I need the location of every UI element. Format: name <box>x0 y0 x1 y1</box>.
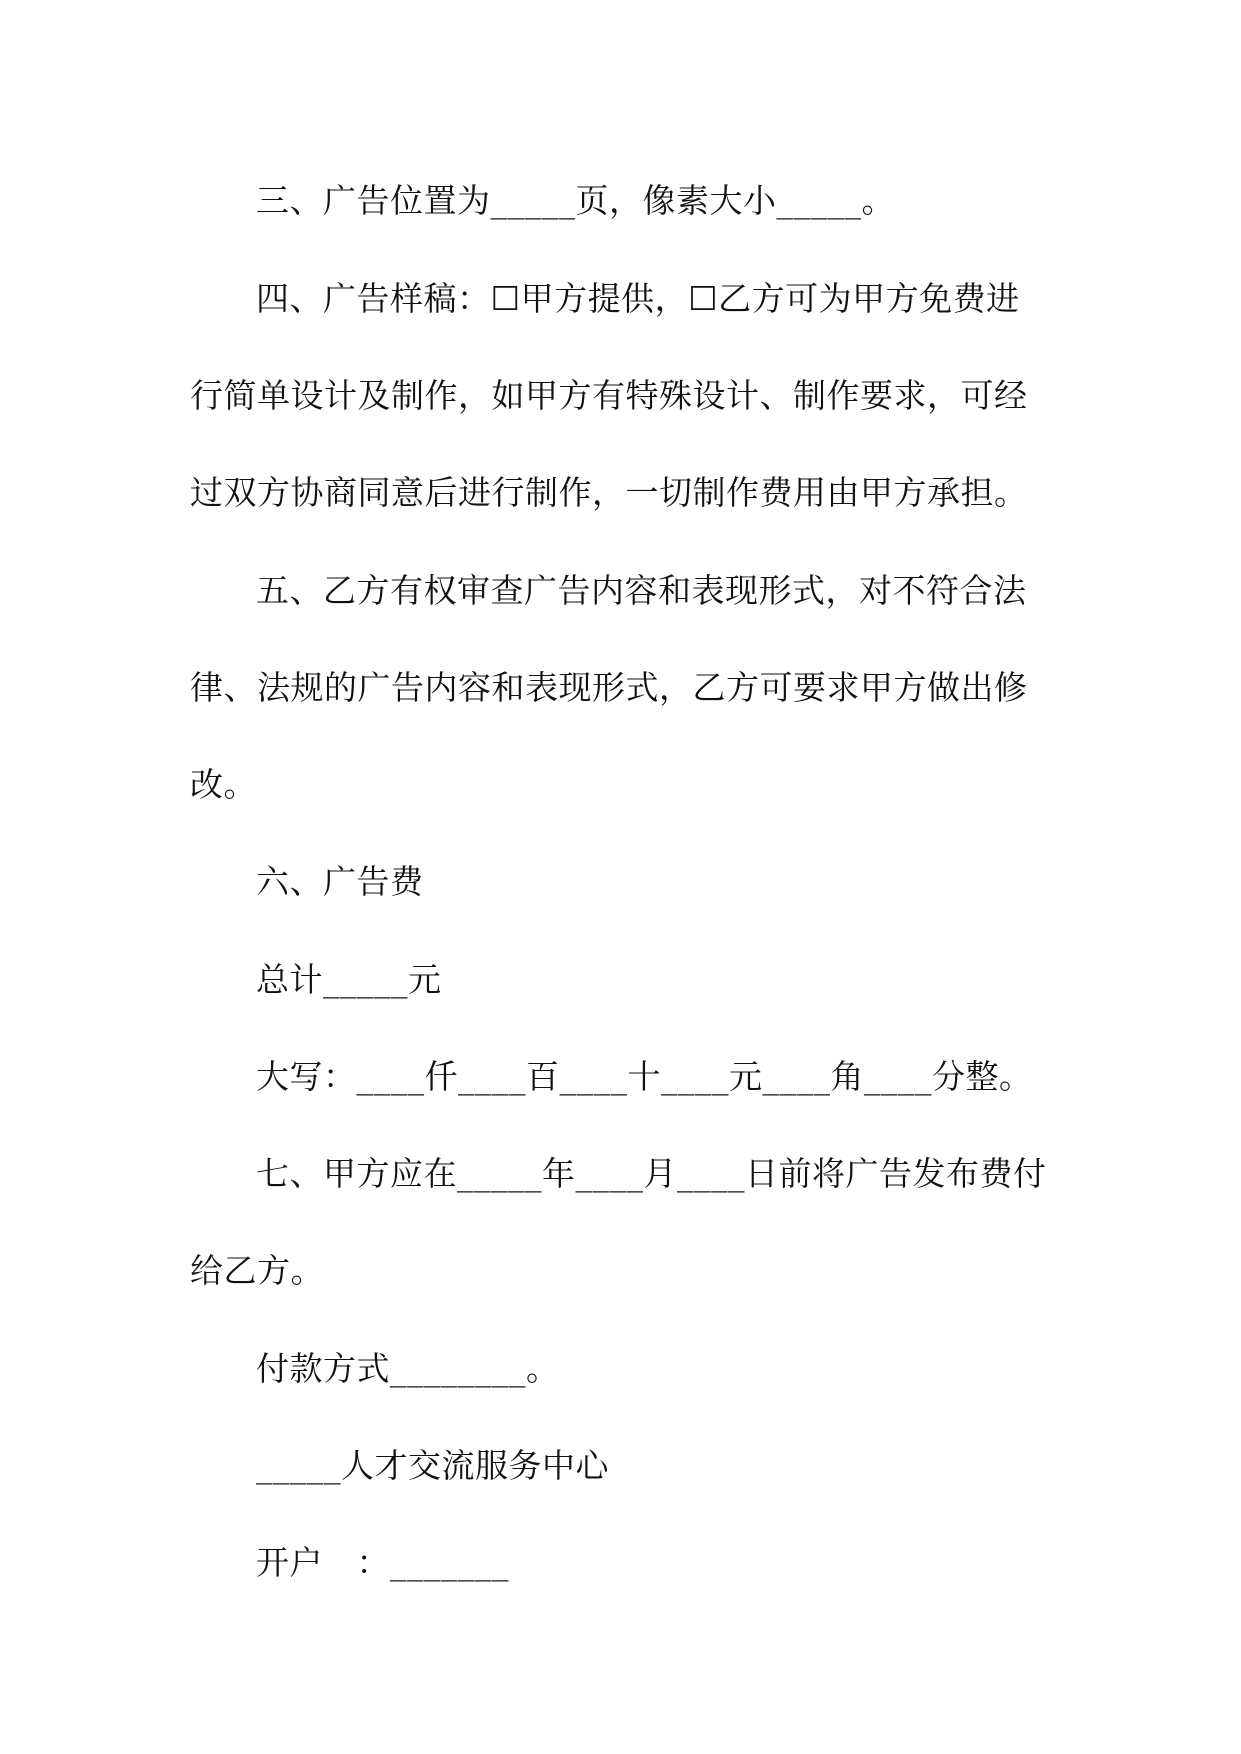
clause-4-ad-draft-line-2: 行简单设计及制作，如甲方有特殊设计、制作要求，可经 <box>190 376 1028 415</box>
bank-account-line: 开户 ：_______ <box>256 1543 509 1582</box>
clause-6-ad-fee-heading: 六、广告费 <box>256 862 424 901</box>
clause-5-review-line-3: 改。 <box>190 765 257 804</box>
clause-7-payment-date-line-1: 七、甲方应在_____年____月____日前将广告发布费付 <box>256 1154 1047 1193</box>
clause-7-payment-date-line-2: 给乙方。 <box>190 1251 324 1290</box>
clause-4-ad-draft-line-3: 过双方协商同意后进行制作，一切制作费用由甲方承担。 <box>190 473 1028 512</box>
payment-method-line: 付款方式________。 <box>256 1349 560 1388</box>
service-center-name-line: _____人才交流服务中心 <box>256 1446 609 1485</box>
amount-in-words-line: 大写：____仟____百____十____元____角____分整。 <box>256 1057 1033 1096</box>
clause-3-ad-position: 三、广告位置为_____页，像素大小_____。 <box>256 181 895 220</box>
total-amount-line: 总计_____元 <box>256 960 442 999</box>
clause-4-ad-draft-line-1: 四、广告样稿：☐甲方提供，☐乙方可为甲方免费进 <box>256 279 1020 318</box>
clause-5-review-line-2: 律、法规的广告内容和表现形式，乙方可要求甲方做出修 <box>190 668 1028 707</box>
clause-5-review-line-1: 五、乙方有权审查广告内容和表现形式，对不符合法 <box>256 571 1027 610</box>
